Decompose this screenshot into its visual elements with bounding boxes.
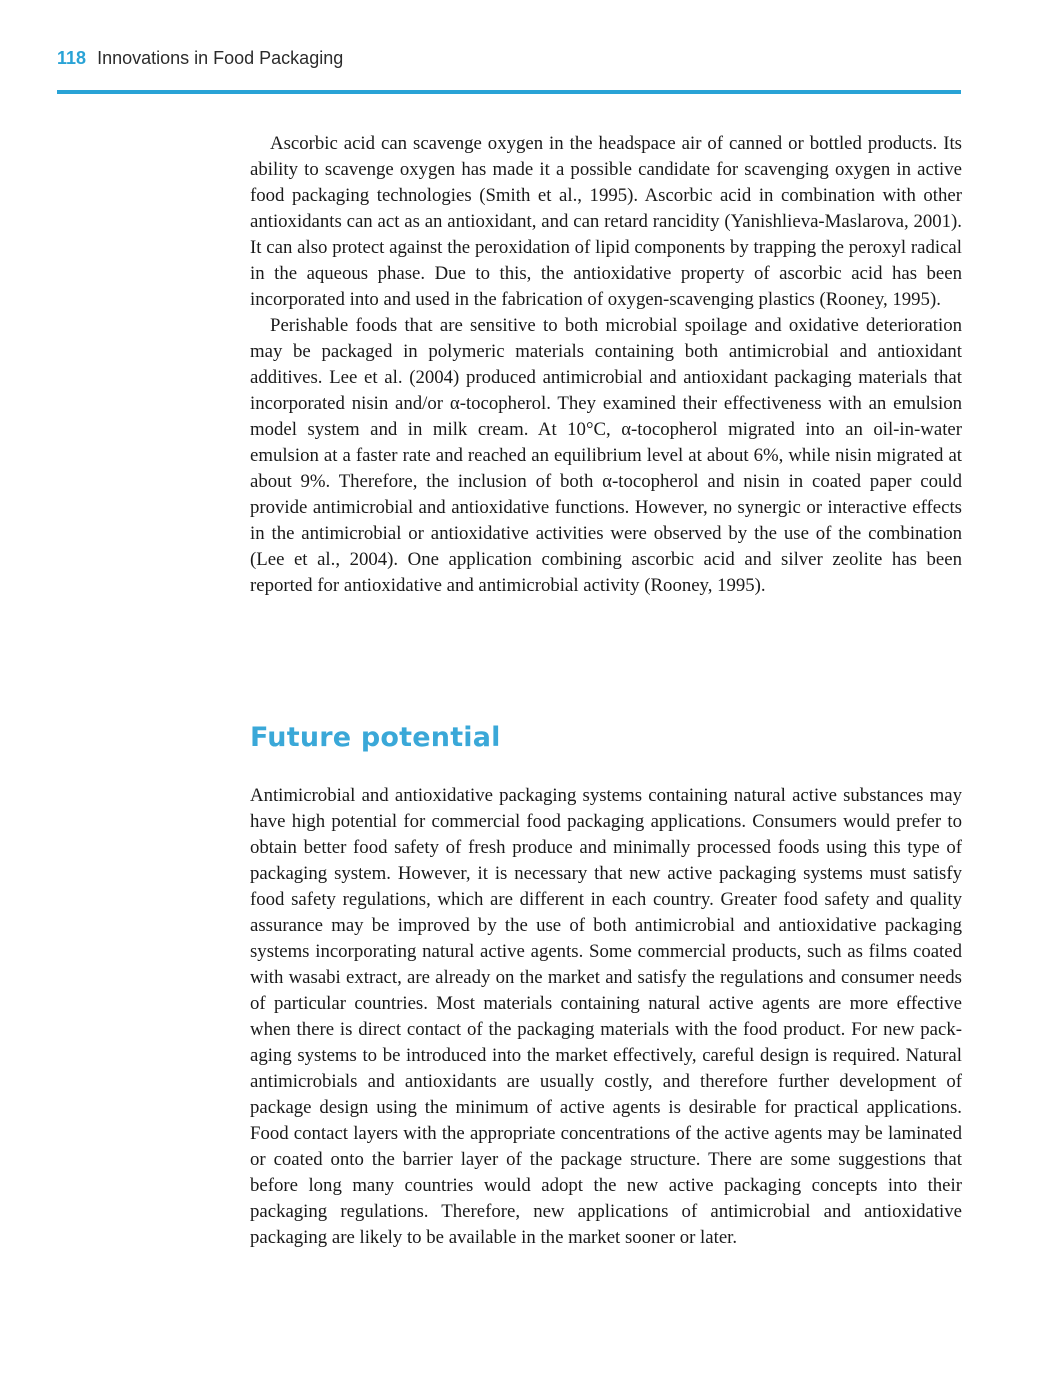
section-heading-future-potential: Future potential [250, 722, 501, 753]
book-title: Innovations in Food Packaging [97, 48, 344, 68]
paragraph-future-potential: Antimicrobial and antioxidative packaging systems containing natural active substances may have high potential for commercial food packaging applications. Consumers would prefer to obtain better food safety of fresh produce and minimally processed foods using this type of packaging system. However, it is necessary that new active packaging systems must satisfy food safety regulations, which are different in each country. Greater food safety and quality assurance may be improved by the use of both antimicrobial and antioxidative packaging systems incorporating natural active agents. Some commercial products, such as films coated with wasabi extract, are already on the market and satisfy the regulations and consumer needs of particular countries. Most materials containing natural active agents are more effective when there is direct contact of the packaging materials with the food product. For new packaging systems to be introduced into the market effectively, careful design is required. Natural antimicrobials and antioxidants are usually costly, and therefore further development of package design using the minimum of active agents is desirable for practical applications. Food contact layers with the appropriate concentrations of the active agents may be laminated or coated onto the barrier layer of the package structure. There are some suggestions that before long many countries would adopt the new active packaging concepts into their packaging regulations. Therefore, new applications of antimicrobial and antioxidative packaging are likely to be available in the market sooner or later. [250, 785, 962, 1248]
running-head [57, 48, 343, 69]
paragraph-perishable-foods: Perishable foods that are sensitive to both microbial spoilage and oxidative deterioration may be packaged in polymeric materials containing both antimicrobial and antioxidant additives. Lee et al. (2004) produced antimicrobial and antioxidant packaging materials that incorporated nisin and/or α-tocopherol. They examined their effectiveness with an emulsion model system and in milk cream. At 10°C, α-tocopherol migrated into an oil-in-water emulsion at a faster rate and reached an equilibrium level at about 6%, while nisin migrated at about 9%. Therefore, the inclusion of both α-tocopherol and nisin in coated paper could provide antimicrobial and antioxidative functions. However, no synergic or interactive effects in the antimicrobial or antioxidative activities were observed by the use of the combination (Lee et al., 2004). One application combining ascorbic acid and silver zeolite has been reported for antioxidative and antimicrobial activity (Rooney, 1995). [250, 315, 962, 596]
body-section-future [250, 783, 962, 1251]
page-number: 118 [57, 48, 87, 68]
header-rule [57, 90, 961, 94]
paragraph-ascorbic-acid: Ascorbic acid can scavenge oxygen in the headspace air of canned or bottled products. Its ability to scavenge oxygen has made it a possible candidate for scavenging oxygen in active food packaging technologies (Smith et al., 1995). Ascorbic acid in combination with other antioxidants can act as an antioxidant, and can retard rancidity (Yanishlieva-Maslarova, 2001). It can also protect against the peroxidation of lipid components by trapping the peroxyl radical in the aqueous phase. Due to this, the antioxidative property of ascorbic acid has been incorporated into and used in the fabrication of oxygen-scavenging plastics (Rooney, 1995). [250, 133, 962, 310]
body-section-top [250, 131, 962, 599]
